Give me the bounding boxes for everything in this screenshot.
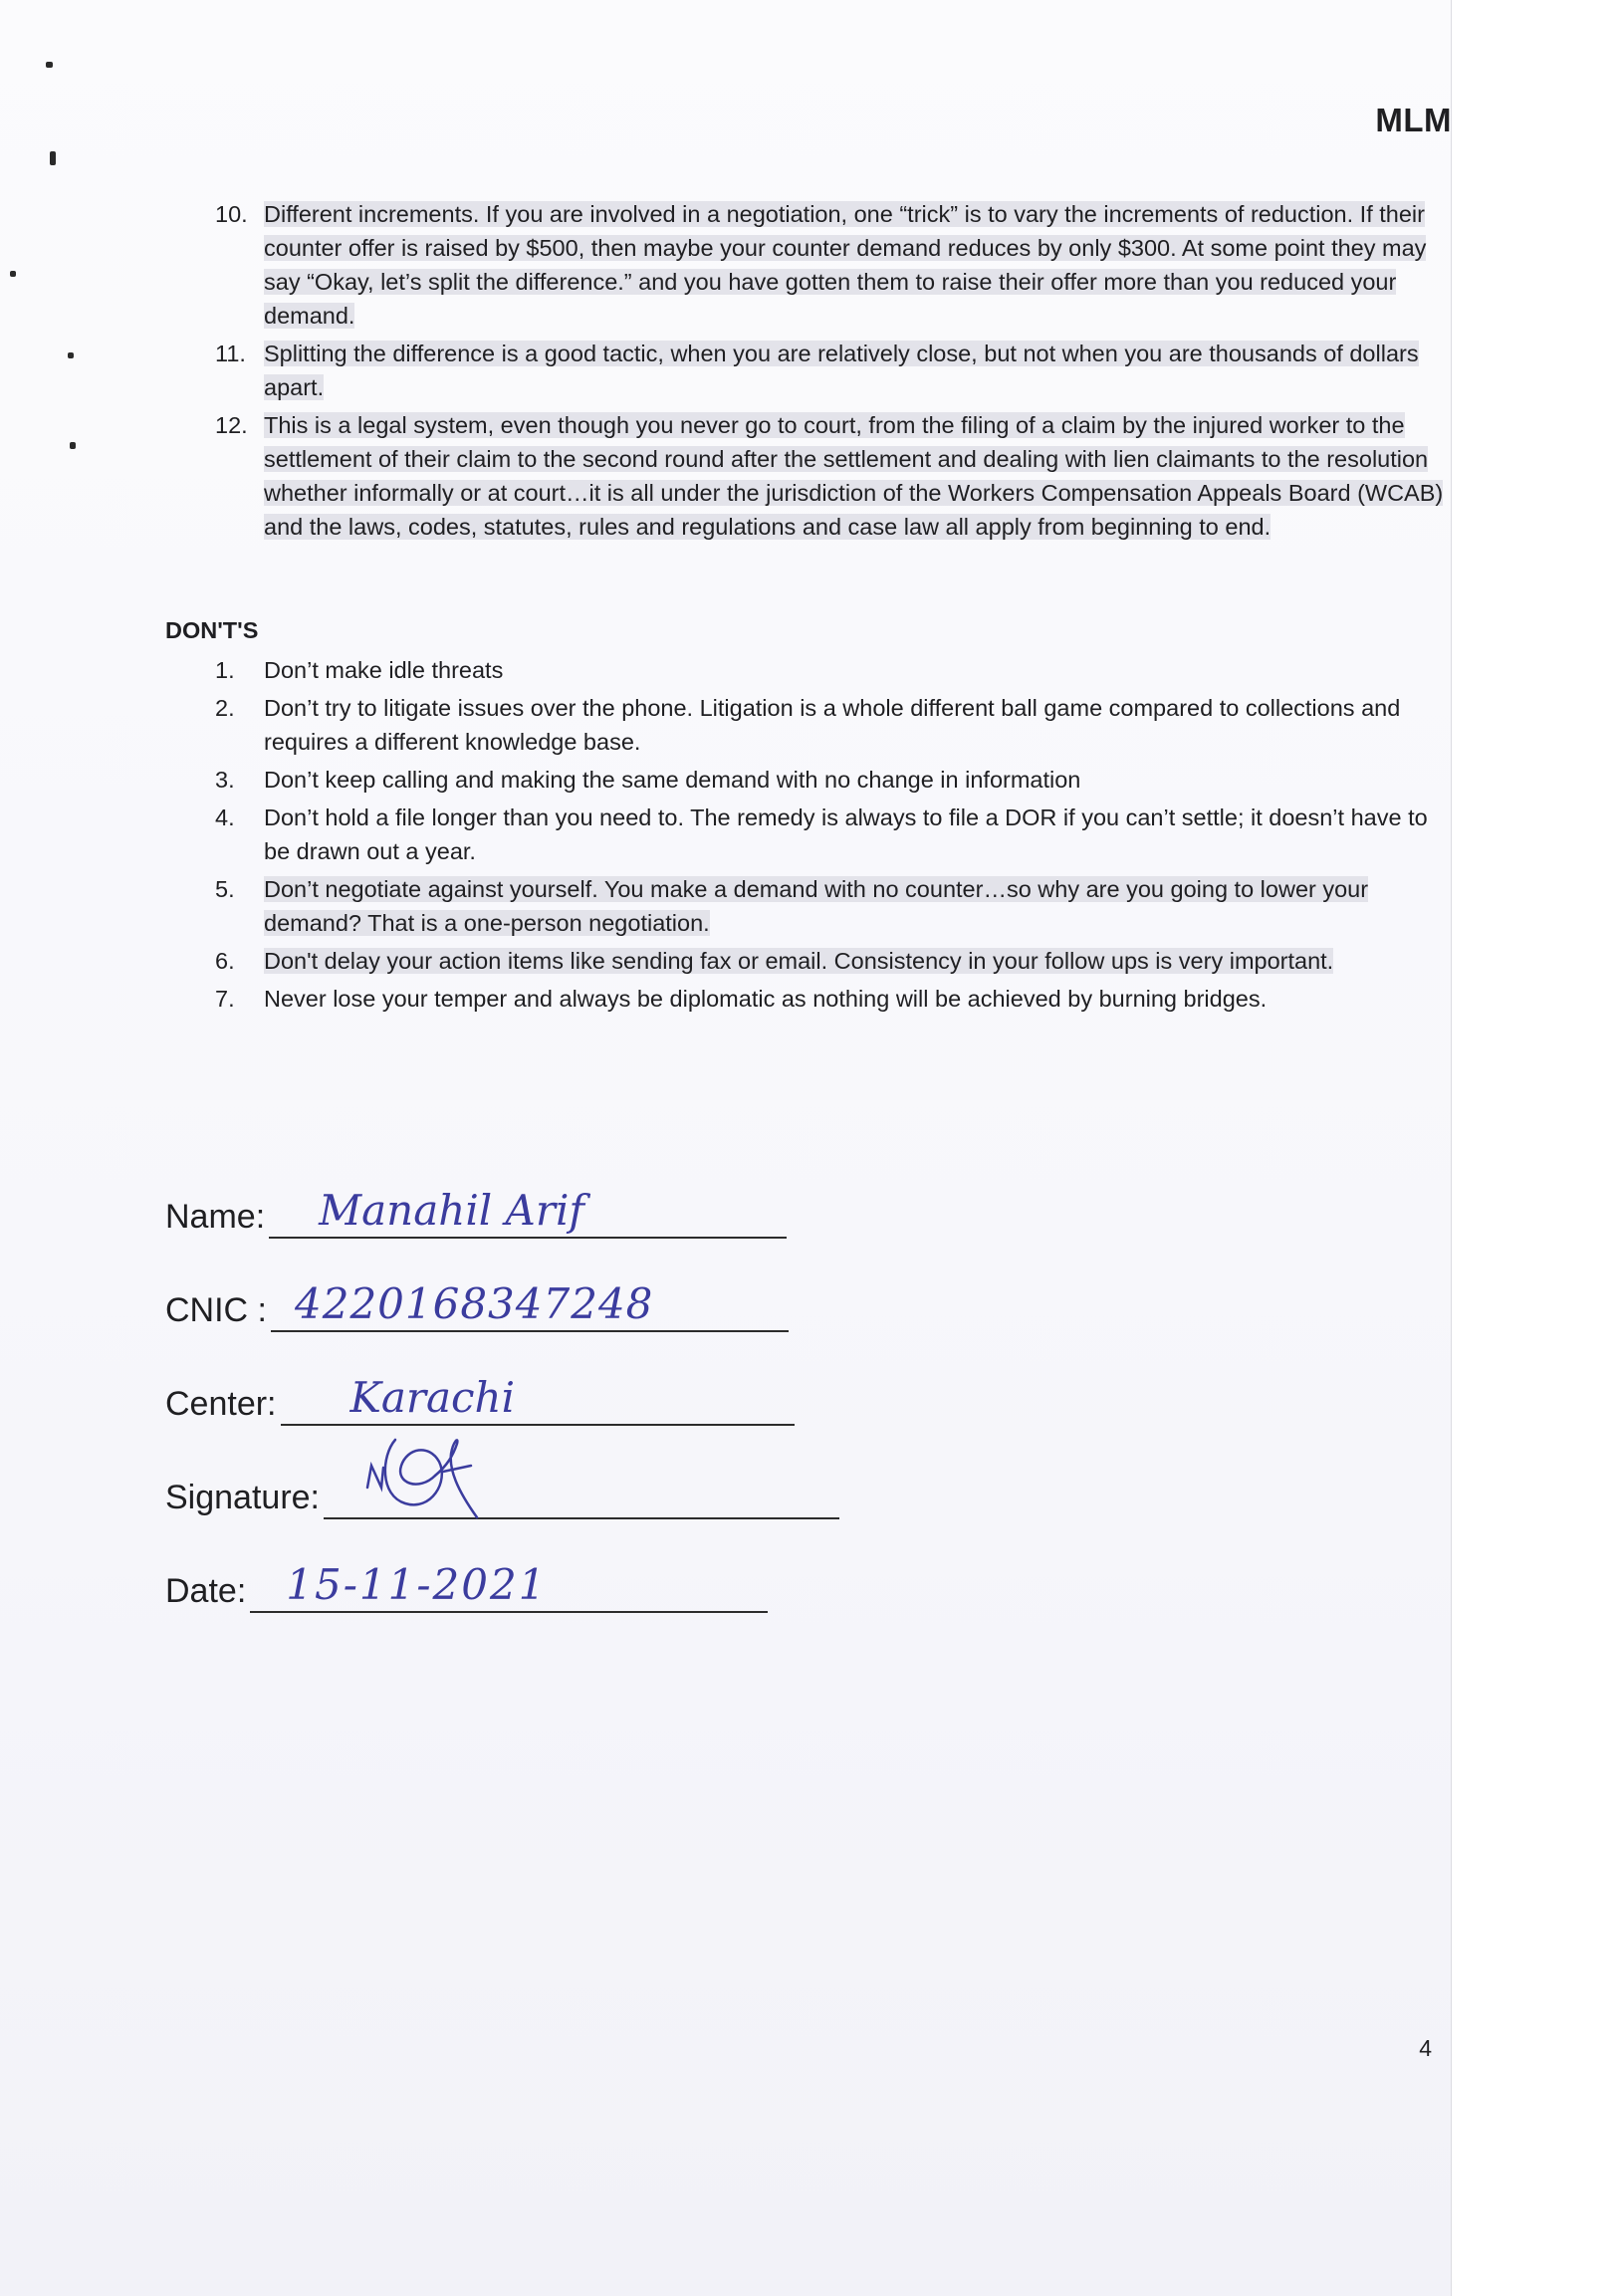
cnic-row — [165, 1239, 839, 1332]
item-text: Don’t hold a file longer than you need to. The remedy is always to file a DOR if you can’t settle; it doesn’t have to be drawn out a year. — [264, 804, 1428, 864]
list-item — [165, 691, 1460, 759]
signature-form — [165, 1145, 839, 1613]
scan-mark — [50, 151, 56, 165]
date-row — [165, 1519, 839, 1613]
list-item — [165, 337, 1460, 404]
cnic-value: 4220168347248 — [295, 1279, 654, 1328]
name-label: Name: — [165, 1198, 266, 1236]
date-label: Date: — [165, 1572, 247, 1610]
signature-field[interactable] — [324, 1472, 839, 1519]
list-item — [165, 763, 1460, 797]
cnic-label: CNIC : — [165, 1291, 267, 1329]
page-number: 4 — [1419, 2035, 1432, 2061]
scan-mark — [68, 352, 74, 358]
item-text: Different increments. If you are involved in a negotiation, one “trick” is to vary the increments of reduction. If their counter offer is raised by $500, then maybe your counter demand reduces by only $300. At some point they may say “Okay, let’s split the difference.” and you have gotten them to raise their offer more than you reduced your demand. — [264, 201, 1427, 329]
item-text: Don’t make idle threats — [264, 657, 504, 683]
page-margin-edge — [1451, 0, 1619, 2296]
item-number: 10. — [215, 201, 248, 227]
center-row — [165, 1332, 839, 1426]
list-item — [165, 408, 1460, 544]
item-text: Don’t try to litigate issues over the phone. Litigation is a whole different ball game compared to collections and requires a different knowledge base. — [264, 695, 1401, 755]
item-text: Never lose your temper and always be diplomatic as nothing will be achieved by burning bridges. — [264, 986, 1268, 1012]
name-value: Manahil Arif — [319, 1186, 584, 1235]
signature-row — [165, 1426, 839, 1519]
scan-mark — [46, 62, 53, 68]
list-item — [165, 653, 1460, 687]
item-number: 4. — [215, 804, 235, 830]
name-field[interactable] — [269, 1186, 787, 1239]
item-text: Don’t negotiate against yourself. You make a demand with no counter…so why are you going to lower your demand? That is a one-person negotiation. — [264, 876, 1369, 936]
date-value: 15-11-2021 — [286, 1560, 548, 1609]
item-text: Splitting the difference is a good tactic, when you are relatively close, but not when you are thousands of dollars apart. — [264, 341, 1419, 400]
date-field[interactable] — [250, 1560, 768, 1613]
dos-list-continued — [165, 197, 1460, 548]
center-label: Center: — [165, 1385, 277, 1423]
signature-label: Signature: — [165, 1479, 320, 1516]
item-number: 5. — [215, 876, 235, 902]
cnic-field[interactable] — [271, 1279, 789, 1332]
donts-list — [165, 653, 1460, 1020]
list-item — [165, 801, 1460, 868]
document-code: MLM — [1375, 102, 1452, 138]
scan-mark — [70, 442, 76, 449]
name-row — [165, 1145, 839, 1239]
item-number: 6. — [215, 948, 235, 974]
item-number: 2. — [215, 695, 235, 721]
list-item — [165, 197, 1460, 333]
list-item — [165, 982, 1460, 1016]
list-item — [165, 872, 1460, 940]
item-number: 3. — [215, 767, 235, 793]
center-field[interactable] — [281, 1373, 795, 1426]
item-number: 11. — [215, 341, 246, 366]
item-text: This is a legal system, even though you never go to court, from the filing of a claim by the injured worker to the settlement of their claim to the second round after the settlement and dealing with lien claimants to the resolution whether informally or at court…it is all under the jurisdiction of the Workers Compensation Appeals Board (WCAB) and the laws, codes, statutes, rules and regulations and case law all apply from beginning to end. — [264, 412, 1444, 540]
item-text: Don't delay your action items like sending fax or email. Consistency in your follow ups is very important. — [264, 948, 1334, 974]
item-number: 7. — [215, 986, 235, 1012]
signature-scribble — [361, 1426, 491, 1525]
item-number: 1. — [215, 657, 235, 683]
list-item — [165, 944, 1460, 978]
donts-heading: DON'T'S — [165, 617, 259, 643]
center-value: Karachi — [349, 1373, 516, 1422]
item-number: 12. — [215, 412, 248, 438]
item-text: Don’t keep calling and making the same demand with no change in information — [264, 767, 1081, 793]
scan-mark — [10, 271, 16, 277]
